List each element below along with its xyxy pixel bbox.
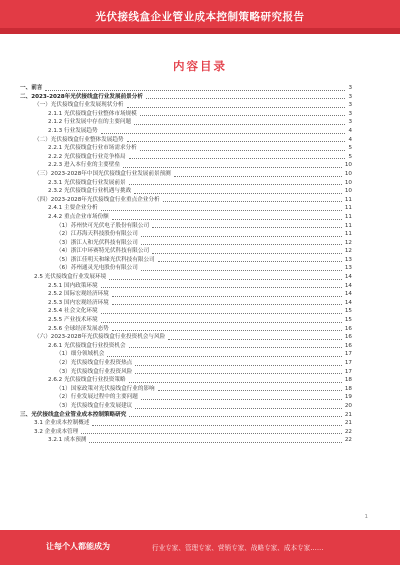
toc-entry[interactable] bbox=[20, 204, 352, 213]
toc-leader-dots bbox=[174, 176, 342, 177]
toc-entry-title: 2.3.2 光伏接线盒行业机遇与挑战 bbox=[48, 188, 132, 195]
toc-entry[interactable] bbox=[20, 316, 352, 325]
toc-entry-page: 17 bbox=[344, 360, 352, 366]
toc-entry-page: 10 bbox=[344, 162, 352, 169]
toc-entry-page: 14 bbox=[344, 291, 352, 298]
toc-entry[interactable] bbox=[20, 359, 352, 368]
toc-entry-title: 2.5 光伏接线盒行业发展环境 bbox=[34, 274, 107, 281]
toc-leader-dots bbox=[112, 219, 342, 220]
toc-entry-page: 10 bbox=[344, 170, 352, 177]
toc-title: 内容目录 bbox=[173, 59, 227, 73]
toc-entry[interactable] bbox=[20, 170, 352, 179]
toc-entry-page: 3 bbox=[348, 85, 352, 91]
toc-entry-title: 2.5.6 全球经济发展态势 bbox=[48, 325, 109, 332]
toc-entry[interactable] bbox=[20, 290, 352, 299]
toc-entry[interactable] bbox=[20, 325, 352, 334]
toc-entry-page: 18 bbox=[344, 377, 352, 384]
toc-leader-dots bbox=[141, 399, 342, 400]
toc-leader-dots bbox=[141, 244, 342, 245]
toc-entry-title: 2.2.3 进入本行业的主要壁垒 bbox=[48, 162, 120, 169]
toc-entry-page: 21 bbox=[344, 411, 352, 418]
toc-leader-dots bbox=[146, 98, 345, 99]
toc-leader-dots bbox=[123, 167, 342, 168]
toc-entry-page: 16 bbox=[344, 342, 352, 349]
toc-entry-title: 2.1.2 行业发展中存在的主要问题 bbox=[48, 119, 132, 126]
toc-entry-title: 2.3.1 光伏接线盒行业发展前景 bbox=[48, 179, 126, 186]
toc-entry[interactable] bbox=[20, 239, 352, 248]
toc-entry-title: 2.6.2 光伏接线盒行业投资策略 bbox=[48, 377, 126, 384]
toc-entry-page: 20 bbox=[344, 402, 352, 409]
toc-entry-title: 3.2 企业成本管理 bbox=[34, 428, 79, 435]
toc-leader-dots bbox=[112, 304, 342, 305]
toc-leader-dots bbox=[141, 270, 342, 271]
toc-entry-title: 2.4.1 主要企业分析 bbox=[48, 205, 98, 212]
toc-entry-title: （1）国家政策对光伏接线盒行业的影响 bbox=[56, 385, 155, 392]
toc-entry-title: 2.1.1 光伏接线盒行业整体市场规模 bbox=[48, 110, 137, 117]
toc-leader-dots bbox=[141, 236, 342, 237]
toc-entry[interactable] bbox=[20, 127, 352, 136]
toc-entry-title: 2.5.1 国内政策环境 bbox=[48, 282, 98, 289]
toc-entry-title: 2.4.2 重点企业市场份额 bbox=[48, 213, 109, 220]
toc-leader-dots bbox=[140, 150, 346, 151]
toc-entry-title: 2.2.2 光伏接线盒行业竞争格局 bbox=[48, 153, 126, 160]
toc-entry-title: （5）浙江佳明天和缘光伏科技有限公司 bbox=[56, 256, 155, 263]
toc-entry-title: （三）2023-2028年中国光伏接线盒行业发展前景预测 bbox=[34, 170, 171, 177]
toc-entry-title: （2）行业发展过程中的主要问题 bbox=[56, 394, 138, 401]
toc-entry-page: 12 bbox=[344, 248, 352, 255]
toc-entry-page: 4 bbox=[348, 127, 352, 134]
toc-entry-title: （1）细分领域机会 bbox=[56, 351, 105, 358]
toc-leader-dots bbox=[112, 330, 342, 331]
toc-entry-page: 14 bbox=[344, 274, 352, 281]
toc-entry[interactable] bbox=[20, 187, 352, 196]
toc-leader-dots bbox=[135, 365, 342, 366]
toc-entry-title: （2）江苏海天科技股份有限公司 bbox=[56, 231, 138, 238]
toc-entry[interactable] bbox=[20, 84, 352, 93]
toc-leader-dots bbox=[129, 347, 342, 348]
toc-entry-title: 3.1 企业成本控制概述 bbox=[34, 420, 90, 427]
toc-entry[interactable] bbox=[20, 101, 352, 110]
toc-leader-dots bbox=[152, 253, 342, 254]
toc-entry-page: 11 bbox=[344, 222, 352, 229]
footer-slogan: 让每个人都能成为 bbox=[46, 542, 110, 551]
toc-entry-page: 12 bbox=[344, 239, 352, 246]
toc-entry-title: （3）浙江人和光伏科技有限公司 bbox=[56, 239, 138, 246]
toc-leader-dots bbox=[158, 261, 342, 262]
toc-leader-dots bbox=[140, 115, 346, 116]
toc-leader-dots bbox=[127, 141, 346, 142]
toc-entry[interactable] bbox=[20, 273, 352, 282]
toc-entry[interactable] bbox=[20, 411, 352, 420]
toc-entry-page: 17 bbox=[344, 351, 352, 358]
toc-entry[interactable] bbox=[20, 350, 352, 359]
toc-entry[interactable] bbox=[20, 118, 352, 127]
toc-entry-page: 14 bbox=[344, 282, 352, 289]
toc-entry-title: （3）光伏接线盒行业投资风险 bbox=[56, 368, 133, 375]
page-number: 1 bbox=[364, 514, 368, 520]
toc-entry-title: （1）苏州快可光伏电子股份有限公司 bbox=[56, 222, 150, 229]
toc-entry-page: 10 bbox=[344, 188, 352, 195]
toc-leader-dots bbox=[101, 322, 342, 323]
toc-entry[interactable] bbox=[20, 264, 352, 273]
toc-leader-dots bbox=[112, 296, 342, 297]
toc-entry-title: （4）浙江中环赛特光伏科技有限公司 bbox=[56, 248, 150, 255]
toc-entry-title: 三、光伏接线盒企业管业成本控制策略研究 bbox=[20, 411, 127, 418]
toc-entry-page: 11 bbox=[344, 196, 352, 203]
toc-leader-dots bbox=[109, 279, 342, 280]
toc-entry-title: 2.5.5 产业技术环境 bbox=[48, 317, 98, 324]
toc-entry-title: （六）2023-2028年光伏接线盒行业投资机会与风险 bbox=[34, 334, 166, 341]
toc-entry[interactable] bbox=[20, 256, 352, 265]
toc-leader-dots bbox=[129, 158, 346, 159]
header-stripe bbox=[0, 28, 400, 34]
toc-entry-title: （一）光伏接线盒行业发展现状分析 bbox=[34, 102, 124, 109]
toc-entry-page: 16 bbox=[344, 334, 352, 341]
toc-entry[interactable] bbox=[20, 307, 352, 316]
toc-entry[interactable] bbox=[20, 93, 352, 102]
toc-entry[interactable] bbox=[20, 436, 352, 445]
toc-entry-page: 16 bbox=[344, 325, 352, 332]
toc-entry-page: 13 bbox=[344, 256, 352, 263]
toc-leader-dots bbox=[101, 287, 342, 288]
footer-band bbox=[0, 530, 400, 565]
toc-entry-title: （6）苏州通灵光电股份有限公司 bbox=[56, 265, 138, 272]
toc-entry-page: 22 bbox=[344, 437, 352, 444]
footer-tagline: 行业专家、管理专家、营销专家、战略专家、成本专家…… bbox=[152, 544, 324, 552]
toc-entry[interactable] bbox=[20, 153, 352, 162]
toc-entry[interactable] bbox=[20, 213, 352, 222]
toc-leader-dots bbox=[101, 210, 342, 211]
toc-entry-page: 3 bbox=[348, 110, 352, 117]
toc-leader-dots bbox=[45, 90, 345, 91]
report-title: 光伏接线盒企业管业成本控制策略研究报告 bbox=[95, 11, 305, 23]
header-band bbox=[0, 0, 400, 34]
toc-entry-page: 15 bbox=[344, 308, 352, 315]
toc-entry-title: 2.5.2 国际宏观经济环境 bbox=[48, 291, 109, 298]
toc-leader-dots bbox=[129, 416, 342, 417]
toc-entry-page: 15 bbox=[344, 317, 352, 324]
toc-entry-title: 2.5.4 社会文化环境 bbox=[48, 308, 98, 315]
toc-entry[interactable] bbox=[20, 376, 352, 385]
toc-list bbox=[20, 84, 352, 445]
toc-leader-dots bbox=[81, 433, 342, 434]
toc-entry[interactable] bbox=[20, 110, 352, 119]
toc-entry[interactable] bbox=[20, 385, 352, 394]
toc-entry-title: （2）光伏接线盒行业投资热点 bbox=[56, 360, 133, 366]
toc-entry[interactable] bbox=[20, 428, 352, 437]
toc-entry-page: 13 bbox=[344, 265, 352, 272]
toc-entry-page: 22 bbox=[344, 428, 352, 435]
toc-entry-page: 4 bbox=[348, 136, 352, 143]
toc-entry[interactable] bbox=[20, 402, 352, 411]
toc-entry-page: 3 bbox=[348, 102, 352, 109]
toc-entry[interactable] bbox=[20, 247, 352, 256]
toc-leader-dots bbox=[134, 124, 345, 125]
toc-entry-title: （3）光伏接线盒行业发展建议 bbox=[56, 402, 133, 409]
toc-entry[interactable] bbox=[20, 196, 352, 205]
toc-entry[interactable] bbox=[20, 230, 352, 239]
toc-entry[interactable] bbox=[20, 393, 352, 402]
toc-leader-dots bbox=[168, 339, 342, 340]
toc-entry[interactable] bbox=[20, 136, 352, 145]
toc-entry-title: 一、前言 bbox=[20, 85, 43, 91]
toc-entry-title: 2.1.3 行业发展趋势 bbox=[48, 127, 98, 134]
toc-entry-page: 3 bbox=[348, 119, 352, 126]
toc-entry[interactable] bbox=[20, 282, 352, 291]
toc-entry-page: 14 bbox=[344, 299, 352, 306]
toc-entry-title: 2.6.1 光伏接线盒行业投资机会 bbox=[48, 342, 126, 349]
toc-entry-page: 19 bbox=[344, 394, 352, 401]
toc-entry[interactable] bbox=[20, 161, 352, 170]
toc-entry-page: 21 bbox=[344, 420, 352, 427]
toc-leader-dots bbox=[101, 313, 342, 314]
toc-leader-dots bbox=[129, 382, 342, 383]
toc-leader-dots bbox=[135, 408, 342, 409]
toc-entry[interactable] bbox=[20, 419, 352, 428]
toc-entry[interactable] bbox=[20, 342, 352, 351]
toc-entry-title: （四）2023-2028年光伏接线盒行业重点企业分析 bbox=[34, 196, 160, 203]
toc-leader-dots bbox=[101, 133, 346, 134]
toc-leader-dots bbox=[135, 373, 342, 374]
toc-leader-dots bbox=[107, 356, 342, 357]
toc-entry-title: 3.2.1 成本预测 bbox=[48, 437, 87, 444]
toc-entry-page: 5 bbox=[348, 145, 352, 152]
toc-leader-dots bbox=[158, 390, 342, 391]
toc-leader-dots bbox=[129, 184, 342, 185]
toc-entry[interactable] bbox=[20, 144, 352, 153]
toc-entry-page: 11 bbox=[344, 205, 352, 212]
toc-entry[interactable] bbox=[20, 333, 352, 342]
toc-entry[interactable] bbox=[20, 368, 352, 377]
toc-entry-page: 11 bbox=[344, 213, 352, 220]
toc-entry-page: 10 bbox=[344, 179, 352, 186]
toc-entry[interactable] bbox=[20, 222, 352, 231]
toc-leader-dots bbox=[127, 107, 346, 108]
toc-entry-title: 2.5.3 国内宏观经济环境 bbox=[48, 299, 109, 306]
toc-entry-page: 3 bbox=[348, 93, 352, 100]
toc-leader-dots bbox=[92, 425, 341, 426]
toc-leader-dots bbox=[163, 201, 342, 202]
toc-entry-page: 5 bbox=[348, 153, 352, 160]
toc-leader-dots bbox=[134, 193, 342, 194]
toc-entry-page: 17 bbox=[344, 368, 352, 375]
toc-entry-title: 二、2023-2028年光伏接线盒行业发展前景分析 bbox=[20, 93, 143, 100]
toc-entry-page: 11 bbox=[344, 231, 352, 238]
toc-entry[interactable] bbox=[20, 179, 352, 188]
toc-entry-title: （二）光伏接线盒行业整体发展趋势 bbox=[34, 136, 124, 143]
toc-entry-page: 18 bbox=[344, 385, 352, 392]
toc-leader-dots bbox=[152, 227, 342, 228]
toc-entry[interactable] bbox=[20, 299, 352, 308]
toc-entry-title: 2.2.1 光伏接线盒行业市场需求分析 bbox=[48, 145, 137, 152]
toc-leader-dots bbox=[89, 442, 341, 443]
